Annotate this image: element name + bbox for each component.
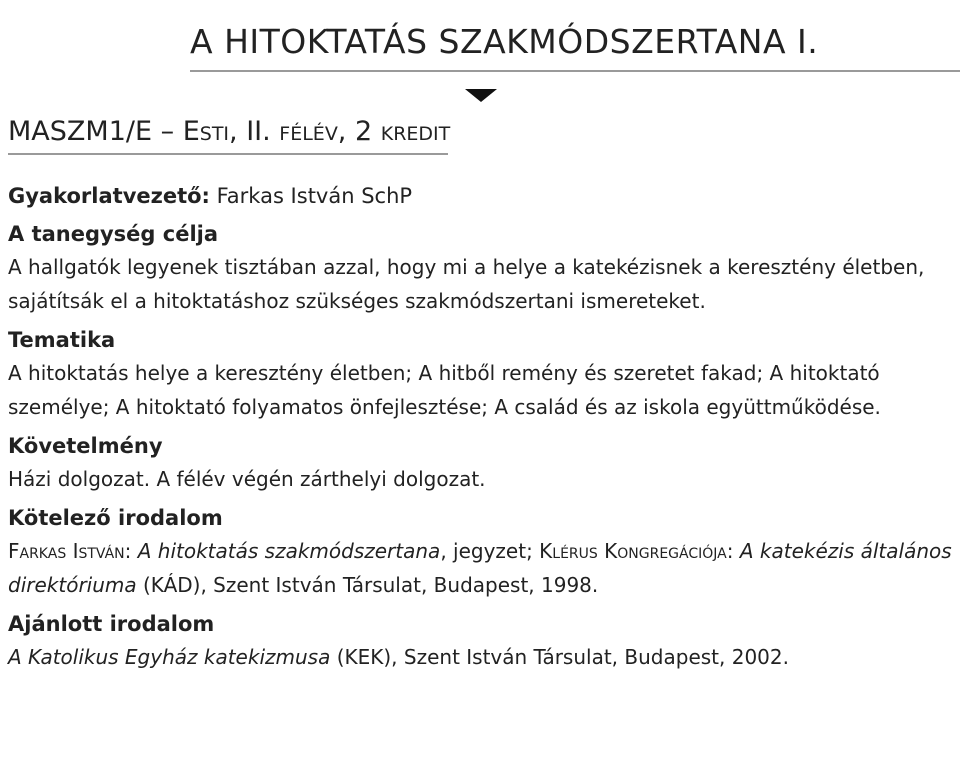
instructor-name: Farkas István SchP xyxy=(209,184,413,208)
goal-text: A hallgatók legyenek tisztában azzal, hogy mi a helye a katekézisnek a keresztény életben, sajátítsák el a hitoktatáshoz szükséges szakmódszertani ismereteket. xyxy=(8,255,925,313)
author-1: Farkas István xyxy=(8,539,125,563)
book-info-2: (KÁD), Szent István Társulat, Budapest, 1998. xyxy=(136,573,599,597)
instructor-label: Gyakorlatvezető: xyxy=(8,184,210,208)
recommended-reading-text xyxy=(8,640,958,674)
course-description xyxy=(8,180,958,674)
requirements-heading: Követelmény xyxy=(8,434,163,458)
book-title-1: A hitoktatás szakmódszertana xyxy=(137,539,441,563)
recommended-reading-heading: Ajánlott irodalom xyxy=(8,612,215,636)
book-title-2: A katekézis általános direktóriuma xyxy=(8,539,952,597)
book-title-3: A Katolikus Egyház katekizmusa xyxy=(8,645,331,669)
page-title: A HITOKTATÁS SZAKMÓDSZERTANA I. xyxy=(190,22,819,61)
subtitle-dash: – xyxy=(152,116,183,147)
separator-1: : xyxy=(124,539,138,563)
author-2: Klérus Kongregációja xyxy=(539,539,727,563)
goal-heading: A tanegység célja xyxy=(8,222,219,246)
book-info-3: (KEK), Szent István Társulat, Budapest, 2002. xyxy=(330,645,789,669)
instructor-line xyxy=(8,180,958,212)
required-reading-heading: Kötelező irodalom xyxy=(8,506,223,530)
course-code: MASZM1/E xyxy=(8,116,153,147)
topics-heading: Tematika xyxy=(8,328,116,352)
title-block xyxy=(190,14,960,72)
requirements-text: Házi dolgozat. A félév végén zárthelyi dolgozat. xyxy=(8,467,486,491)
topics-text: A hitoktatás helye a keresztény életben; A hitből remény és szeretet fakad; A hitoktató személye; A hitoktató folyamatos önfejlesztése; A család és az iskola együttműködése. xyxy=(8,361,881,419)
course-schedule: Esti, II. félév, 2 kredit xyxy=(182,116,451,147)
triangle-down-icon xyxy=(465,89,497,102)
book-info-1: , jegyzet; xyxy=(440,539,540,563)
separator-2: : xyxy=(726,539,740,563)
required-reading-text xyxy=(8,534,958,602)
course-subtitle xyxy=(8,116,451,155)
